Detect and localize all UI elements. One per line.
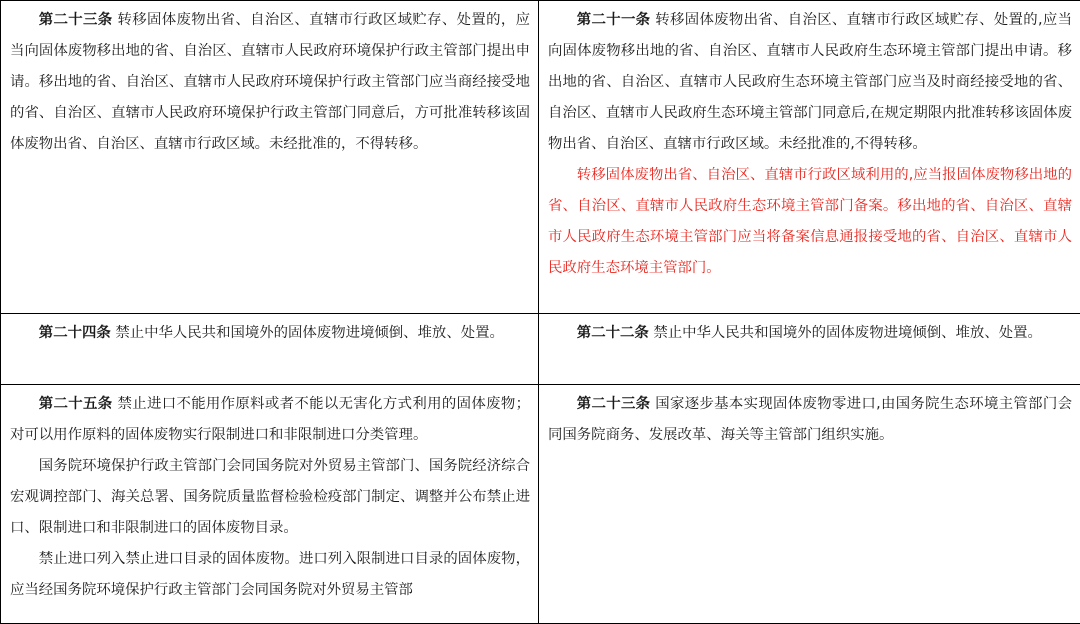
paragraph (548, 5, 1072, 160)
article-number: 第二十四条 (39, 325, 111, 341)
paragraph (10, 451, 530, 544)
article-text: 转移固体废物出省、自治区、直辖市行政区域利用的,应当报固体废物移出地的省、自治区、直辖市人民政府生态环境主管部门备案。移出地的省、自治区、直辖市人民政府生态环境主管部门应当将备案信息通报接受地的省、自治区、直辖市人民政府生态环境主管部门。 (548, 167, 1072, 276)
new-law-cell (539, 314, 1080, 385)
table-row (1, 314, 1080, 385)
article-text: 转移固体废物出省、自治区、直辖市行政区域贮存、处置的,应当向固体废物移出地的省、自治区、直辖市人民政府生态环境主管部门提出申请。移出地的省、自治区、直辖市人民政府生态环境主管部门应当及时商经接受地的省、自治区、直辖市人民政府生态环境主管部门同意后,在规定期限内批准转移该固体废物出省、自治区、直辖市行政区域。未经批准的,不得转移。 (548, 12, 1072, 152)
amended-paragraph (548, 160, 1072, 284)
article-number: 第二十五条 (39, 396, 113, 412)
paragraph (548, 389, 1072, 451)
article-number: 第二十一条 (577, 12, 651, 28)
article-text: 禁止中华人民共和国境外的固体废物进境倾倒、堆放、处置。 (649, 325, 1042, 341)
article-number: 第二十二条 (577, 325, 649, 341)
old-law-cell (1, 385, 539, 624)
table-row (1, 1, 1080, 314)
article-text: 国务院环境保护行政主管部门会同国务院对外贸易主管部门、国务院经济综合宏观调控部门、海关总署、国务院质量监督检验检疫部门制定、调整并公布禁止进口、限制进口和非限制进口的固体废物目录。 (10, 458, 530, 536)
article-text: 国家逐步基本实现固体废物零进口,由国务院生态环境主管部门会同国务院商务、发展改革、海关等主管部门组织实施。 (548, 396, 1072, 443)
paragraph (10, 544, 530, 606)
old-law-cell (1, 1, 539, 314)
article-text: 转移固体废物出省、自治区、直辖市行政区域贮存、处置的，应当向固体废物移出地的省、自治区、直辖市人民政府环境保护行政主管部门提出申请。移出地的省、自治区、直辖市人民政府环境保护行政主管部门应当商经接受地的省、自治区、直辖市人民政府环境保护行政主管部门同意后，方可批准转移该固体废物出省、自治区、直辖市行政区域。未经批准的，不得转移。 (10, 12, 530, 152)
article-text: 禁止进口不能用作原料或者不能以无害化方式利用的固体废物；对可以用作原料的固体废物实行限制进口和非限制进口分类管理。 (10, 396, 530, 443)
article-number: 第二十三条 (577, 396, 651, 412)
article-number: 第二十三条 (39, 12, 113, 28)
new-law-cell (539, 1, 1080, 314)
paragraph (10, 5, 530, 160)
paragraph (10, 318, 530, 349)
article-text: 禁止进口列入禁止进口目录的固体废物。进口列入限制进口目录的固体废物，应当经国务院环境保护行政主管部门会同国务院对外贸易主管部 (10, 551, 530, 598)
old-law-cell (1, 314, 539, 385)
paragraph (10, 389, 530, 451)
table-row (1, 385, 1080, 624)
article-text: 禁止中华人民共和国境外的固体废物进境倾倒、堆放、处置。 (111, 325, 504, 341)
paragraph (548, 318, 1072, 349)
new-law-cell (539, 385, 1080, 624)
